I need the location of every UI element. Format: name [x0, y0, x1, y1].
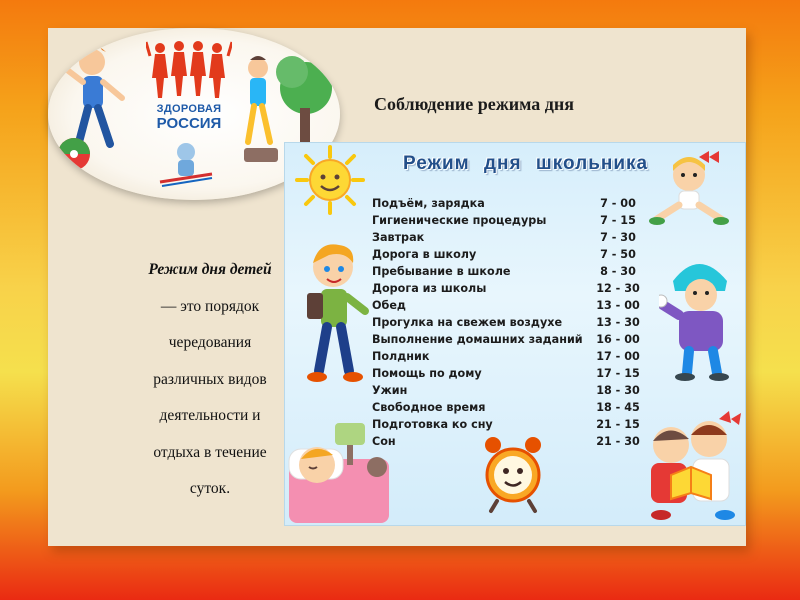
schedule-row: [372, 263, 647, 280]
schedule-activity: Дорога в школу: [372, 248, 477, 261]
schedule-time: 7 - 50: [600, 248, 636, 261]
schedule-time: 16 - 00: [596, 333, 640, 346]
skier-illustration: [156, 138, 216, 188]
schedule-activity: Свободное время: [372, 401, 486, 414]
definition-line: отдыха в течение: [153, 443, 267, 461]
schedule-row: [372, 365, 647, 382]
girl-illustration: [649, 149, 729, 229]
schedule-row: [372, 280, 647, 297]
schedule-row: [372, 416, 647, 433]
definition-line: суток.: [189, 480, 231, 497]
schedule-row: [372, 212, 647, 229]
schedule-activity: Пребывание в школе: [372, 265, 511, 278]
logo-text: [146, 104, 232, 131]
schedule-time: 21 - 30: [596, 435, 640, 448]
schedule-activity: Прогулка на свежем воздухе: [372, 316, 563, 329]
definition-line: деятельности и: [159, 407, 261, 424]
schedule-activity: Ужин: [372, 384, 408, 397]
schedule-activity: Помощь по дому: [372, 367, 482, 380]
schedule-row: [372, 229, 647, 246]
definition-line: — это порядок: [160, 297, 260, 315]
schedule-activity: Обед: [372, 299, 406, 312]
schedule-time: 21 - 15: [596, 418, 640, 431]
alarm-clock-icon: [481, 435, 545, 515]
winter-child-illustration: [659, 251, 741, 381]
definition-term: Режим дня детей: [148, 261, 272, 278]
schedule-time: 18 - 30: [596, 384, 640, 397]
schedule-time: 17 - 15: [596, 367, 640, 380]
schedule-poster: [284, 142, 746, 526]
schedule-activity: Сон: [372, 435, 396, 448]
zdorovaya-rossiya-logo: [146, 38, 232, 100]
schedule-activity: Полдник: [372, 350, 430, 363]
schedule-row: [372, 382, 647, 399]
reading-children-illustration: [641, 405, 743, 523]
definition-line: чередования: [168, 334, 252, 351]
schedule-row: [372, 314, 647, 331]
schedule-time: 8 - 30: [600, 265, 636, 278]
definition-line: различных видов: [153, 370, 267, 388]
schedule-time: 12 - 30: [596, 282, 640, 295]
schedule-row: [372, 195, 647, 212]
sleeping-child-illustration: [285, 419, 395, 523]
page-title: Соблюдение режима дня: [374, 94, 574, 114]
schedule-row: [372, 348, 647, 365]
schedule-row: [372, 297, 647, 314]
schedule-activity: Гигиенические процедуры: [372, 214, 547, 227]
schedule-time: 13 - 00: [596, 299, 640, 312]
logo-line-1: ЗДОРОВАЯ: [156, 103, 222, 115]
logo-line-2: РОССИЯ: [156, 114, 222, 132]
schedule-time: 7 - 00: [600, 197, 636, 210]
poster-title: Режим дня школьника: [403, 153, 649, 174]
schedule-activity: Подъём, зарядка: [372, 197, 485, 210]
definition-text: [110, 252, 310, 508]
schoolboy-illustration: [299, 239, 371, 389]
schedule-activity: Подготовка ко сну: [372, 418, 493, 431]
runner-illustration: [52, 36, 142, 186]
schedule-time: 13 - 30: [596, 316, 640, 329]
schedule-activity: Выполнение домашних заданий: [372, 333, 583, 346]
schedule-row: [372, 246, 647, 263]
schedule-time: 17 - 00: [596, 350, 640, 363]
schedule-list: [372, 195, 647, 450]
schedule-time: 7 - 30: [600, 231, 636, 244]
schedule-activity: Завтрак: [372, 231, 425, 244]
sun-icon: [295, 145, 365, 215]
schedule-row: [372, 399, 647, 416]
schedule-time: 18 - 45: [596, 401, 640, 414]
schedule-activity: Дорога из школы: [372, 282, 487, 295]
schedule-time: 7 - 15: [600, 214, 636, 227]
schedule-row: [372, 331, 647, 348]
